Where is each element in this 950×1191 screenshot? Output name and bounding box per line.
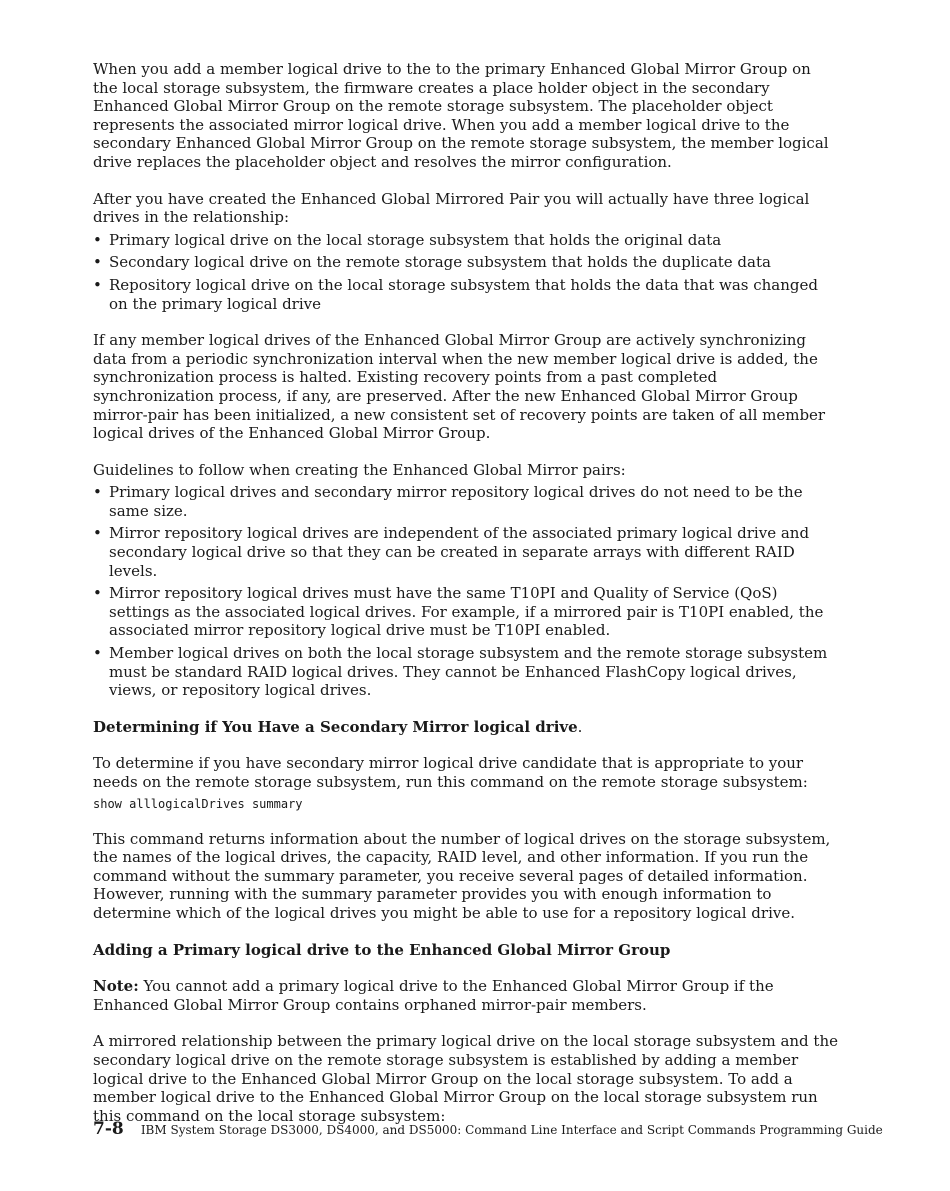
list-item-text: Primary logical drives and secondary mirror repository logical drives do not need to be the same size. (109, 483, 803, 520)
paragraph-mirrored-relationship: A mirrored relationship between the primary logical drive on the local storage subsystem and the secondary logical drive on the remote storage subsystem is established by adding a member logical drive to the Enhanced Global Mirror Group on the local storage subsystem. To add a member logical drive to the Enhanced Global Mirror Group on the local storage subsystem run this command on the local storage subsystem: (93, 1032, 838, 1125)
paragraph-synchronization: If any member logical drives of the Enhanced Global Mirror Group are actively synchronizing data from a periodic synchronization interval when the new member logical drive is added, the synchronization process is halted. Existing recovery points from a past completed synchronization process, if any, are preserved. After the new Enhanced Global Mirror Group mirror-pair has been initialized, a new consistent set of recovery points are taken of all member logical drives of the Enhanced Global Mirror Group. (93, 331, 826, 443)
list-item (93, 584, 838, 640)
guidelines-list (93, 483, 838, 700)
list-item-text: Mirror repository logical drives are independent of the associated primary logical drive and secondary logical drive so that they can be created in separate arrays with different RAID levels. (109, 524, 810, 580)
paragraph-three-logical-drives: After you have created the Enhanced Global Mirrored Pair you will actually have three logical drives in the relationship: (93, 189, 810, 227)
bullet-glyph: • (93, 524, 102, 543)
list-item (93, 276, 838, 313)
note-label: Note: (93, 977, 139, 996)
book-title: IBM System Storage DS3000, DS4000, and DS5000: Command Line Interface and Script Commands Programming Guide (140, 1123, 883, 1137)
list-item (93, 231, 838, 250)
page-footer (93, 1119, 883, 1139)
heading-suffix: . (577, 717, 583, 736)
code-command: show alllogicalDrives summary (93, 796, 303, 811)
list-item (93, 524, 838, 580)
paragraph-command-returns: This command returns information about the number of logical drives on the storage subsystem, the names of the logical drives, the capacity, RAID level, and other information. If you run the command without the summary parameter, you receive several pages of detailed information. However, running with the summary parameter provides you with enough information to determine which of the logical drives you might be able to use for a repository logical drive. (93, 829, 831, 922)
list-item (93, 483, 838, 520)
paragraph-placeholder-object: When you add a member logical drive to the to the primary Enhanced Global Mirror Group on the local storage subsystem, the firmware creates a place holder object in the secondary Enhanced Global Mirror Group on the remote storage subsystem. The placeholder object represents the associated mirror logical drive. When you add a member logical drive to the secondary Enhanced Global Mirror Group on the remote storage subsystem, the member logical drive replaces the placeholder object and resolves the mirror configuration. (93, 60, 829, 171)
paragraph-guidelines-intro: Guidelines to follow when creating the Enhanced Global Mirror pairs: (93, 460, 626, 479)
note-text: You cannot add a primary logical drive to the Enhanced Global Mirror Group if the Enhanced Global Mirror Group contains orphaned mirror-pair members. (93, 977, 774, 1014)
note-paragraph (93, 977, 838, 1014)
logical-drives-list (93, 231, 838, 313)
bullet-glyph: • (93, 230, 102, 249)
list-item-text: Repository logical drive on the local storage subsystem that holds the data that was changed on the primary logical drive (109, 275, 818, 313)
document-body (93, 60, 838, 1125)
list-item-text: Secondary logical drive on the remote storage subsystem that holds the duplicate data (109, 253, 771, 272)
paragraph-determine-candidate: To determine if you have secondary mirror logical drive candidate that is appropriate to your needs on the remote storage subsystem, run this command on the remote storage subsystem: (93, 754, 808, 791)
page-number: 7-8 (93, 1119, 124, 1139)
bullet-glyph: • (93, 644, 102, 663)
section-heading-secondary-mirror (93, 718, 838, 737)
list-item-text: Member logical drives on both the local storage subsystem and the remote storage subsystem must be standard RAID logical drives. They cannot be Enhanced FlashCopy logical drives, views, or repository logical drives. (109, 644, 828, 700)
list-item-text: Primary logical drive on the local storage subsystem that holds the original data (109, 230, 722, 249)
bullet-glyph: • (93, 253, 102, 272)
section-heading-adding-primary: Adding a Primary logical drive to the Enhanced Global Mirror Group (93, 940, 671, 959)
bullet-glyph: • (93, 275, 102, 294)
bullet-glyph: • (93, 584, 102, 603)
list-item-text: Mirror repository logical drives must have the same T10PI and Quality of Service (QoS) settings as the associated logical drives. For example, if a mirrored pair is T10PI enabled, the associated mirror repository logical drive must be T10PI enabled. (109, 584, 824, 640)
list-item (93, 644, 838, 700)
bullet-glyph: • (93, 483, 102, 502)
list-item (93, 253, 838, 272)
heading-text: Determining if You Have a Secondary Mirror logical drive (93, 717, 578, 736)
